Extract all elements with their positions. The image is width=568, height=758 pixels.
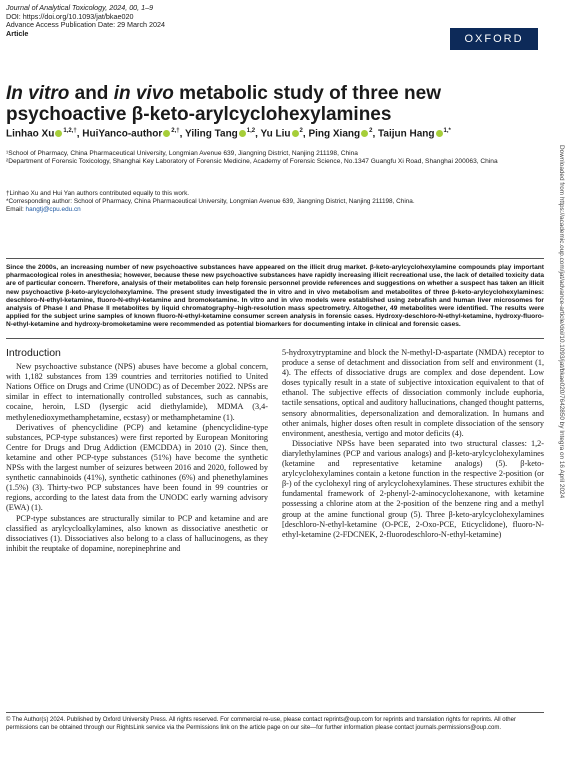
paragraph: PCP-type substances are structurally similar to PCP and ketamine and are classified as arylcycloalkylamines, also known as dissociative anesthetic or dissociatives (1). Dissociatives also belong to a class of hallucinogens, as they inhibit the reuptake of dopamine, norepinephrine and: [6, 513, 268, 553]
author-name[interactable]: Linhao Xu: [6, 128, 55, 140]
paragraph: 5-hydroxytryptamine and block the N-methyl-D-aspartate (NMDA) receptor to produce a sense of detachment and dissociation from self and environment (1, 4). The effects of dissociative drugs are complex and dose dependent. Low doses typically result in a state of subjective intoxication equivalent to that of ethanol. The subjective effects of dissociation commonly include euphoria, tactile sensations, optical and auditory hallucinations, changed thought patterns, sensory abnormalities, depersonalization and demoralization. In humans and other animals, higher doses often result in complete dissociation of the sensory environment, anesthesia, vertigo and motor deficits (4).: [282, 348, 544, 438]
orcid-icon[interactable]: [55, 130, 62, 137]
title-part: metabolic study of three new: [173, 83, 441, 104]
corresponding-note: *Corresponding author: School of Pharmacy, China Pharmaceutical University, Longmian Avenue 639, Jiangning District, Nanjing 211198, China.: [6, 198, 415, 206]
column-left: [6, 348, 268, 554]
affiliations: [6, 150, 536, 167]
author-name[interactable]: Taijun Hang: [378, 128, 435, 140]
author-name[interactable]: Ping Xiang: [308, 128, 361, 140]
column-right: [282, 348, 544, 540]
author-list: Linhao Xu $^{1,2,\dagger}$, HuiYanco-author $^{2,\dagger}$, Yiling Tang $^{1,2}$, Yu Liu $^2$, Ping Xiang $^2$, Taijun Hang $^{1,*}$: [6, 128, 451, 140]
download-watermark: Downloaded from https://academic.oup.com/jat/advance-article/doi/10.1093/jat/bkae020/7642850 by Integra on 16 April 2024: [558, 145, 565, 499]
abstract-text: Since the 2000s, an increasing number of new psychoactive substances have appeared on the illicit drug market. β-keto-arylcyclohexylamine compounds play important pharmacological roles in anesthesia; however, because these new psychoactive substances have rapidly increasing illicit recreational use, the lack of detailed toxicity data are of particular concern. Therefore, analysis of their metabolites can help forensic personnel provide references and suggestions on whether a suspect has taken an illicit new psychoactive β-keto-arylcyclohexylamine. The present study investigated the in vitro and in vivo metabolism and metabolites of three β-keto-arylcyclohexylamines: deschloro-N-ethyl-ketamine, fluoro-N-ethyl-ketamine and bromoketamine. In vitro and in vivo models were established using zebrafish and human liver microsomes for analysis of Phase I and Phase II metabolites by liquid chromatography–high-resolution mass spectrometry. Altogether, 49 metabolites were identified. The results were applied for the subject urine samples of known fluoro-N-ethyl-ketamine consumer screen analysis in forensic cases. Hydroxy-deschloro-N-ethyl-ketamine, hydroxy-fluoro-N-ethyl-ketamine and hydroxy-bromoketamine were recommended as potential biomarkers for documenting intake in clinical and forensic cases.: [6, 264, 544, 329]
article-type: Article: [6, 28, 29, 38]
divider-footer: [6, 712, 544, 713]
orcid-icon[interactable]: [292, 130, 299, 137]
paragraph: New psychoactive substance (NPS) abuses have become a global concern, with 1,182 substances from 139 countries and territories notified to United Nations Office on Drugs and Crime (UNODC) as of December 2022. NPSs are similar in effect to internationally controlled substances, such as cannabis, cocaine, heroin, LSD (lysergic acid diethylamide), MDMA (3,4-methylenedioxymethamphetamine, ecstasy) or methamphetamine (1).: [6, 362, 268, 422]
author-affiliation-marker: 1,2,†: [63, 128, 77, 134]
author-name[interactable]: HuiYanco-author: [82, 128, 163, 140]
advance-access-date: Advance Access Publication Date: 29 March 2024: [6, 20, 166, 30]
author-name[interactable]: Yiling Tang: [185, 128, 238, 140]
equal-contribution-note: †Linhao Xu and Hui Yan authors contributed equally to this work.: [6, 190, 190, 197]
author-notes: [6, 190, 536, 215]
author-affiliation-marker: 2: [299, 128, 303, 134]
email-label: Email:: [6, 206, 26, 214]
author-affiliation-marker: 2: [369, 128, 373, 134]
orcid-icon[interactable]: [239, 130, 246, 137]
divider-bottom: [6, 338, 544, 339]
copyright-footer: © The Author(s) 2024. Published by Oxford University Press. All rights reserved. For commercial re-use, please contact reprints@oup.com for reprints and translation rights for reprints. All other permissions can be obtained through our RightsLink service via the Permissions link on the article page on our site—for further information please contact journals.permissions@oup.com.: [6, 717, 516, 731]
title-part: in vivo: [113, 83, 174, 104]
paragraph: Dissociative NPSs have been separated into two structural classes: 1,2-diarylethylamines (PCP and various analogs) and β-keto-arylcyclohexylamines (ketamine and representative ketamine analogs) (5). β-keto-arylcyclohexylamines contain a ketone function in the respective 2-position (or β-) of the cyclohexyl ring of arylcyclohexylamines. These structures exhibit the fundamental framework of 2-phenyl-2-aminocyclohexanone, with ketamine possessing a chlorine atom at the 2-position of the benzene ring and a methyl group at the amine functional group (5). Three β-keto-arylcyclohexylamines [deschloro-N-ethyl-ketamine (O-PCE, 2-Oxo-PCE, Eticyclidone), fluoro-N-ethyl-ketamine (2-FDCNEK, 2-fluorodeschloro-N-ethyl-ketamine): [282, 438, 544, 539]
doi-line[interactable]: DOI: https://doi.org/10.1093/jat/bkae020: [6, 11, 134, 21]
affiliation-1: ¹School of Pharmacy, China Pharmaceutical University, Longmian Avenue 639, Jiangning District, Nanjing 211198, China: [6, 150, 358, 157]
author-affiliation-marker: 2,†: [171, 128, 180, 134]
publisher-logo[interactable]: OXFORD: [450, 28, 538, 50]
orcid-icon[interactable]: [163, 130, 170, 137]
affiliation-2: ²Department of Forensic Toxicology, Shanghai Key Laboratory of Forensic Medicine, Academy of Forensic Science, No.1347 Guangfu Xi Road, Shanghai 200063, China: [6, 158, 498, 166]
divider-top: [6, 258, 544, 259]
author-name[interactable]: Yu Liu: [260, 128, 291, 140]
journal-citation: Journal of Analytical Toxicology, 2024, 00, 1–9: [6, 3, 154, 12]
title-part: and: [69, 83, 114, 104]
email-line: [6, 206, 536, 214]
abstract: [6, 264, 544, 330]
author-affiliation-marker: 1,2: [246, 128, 256, 134]
orcid-icon[interactable]: [361, 130, 368, 137]
author-affiliation-marker: 1,*: [443, 128, 451, 134]
paragraph: Derivatives of phencyclidine (PCP) and ketamine (phencyclidine-type substances, PCP-type substances) were first reported by European Monitoring Centre for Drugs and Drug Addiction (EMCDDA) in 2010 (2). Since then, ketamine and other PCP-type substances (51%) have become the synthetic NPSs with the largest number of seizures between 2016 and 2020, followed by synthetic cannabinoids (41%), synthetic cathinones (6%) and phenethylamines (1.5%) (3). Thirty-two PCP substances have been found in 99 countries or regions, according to the latest data from the UNODC early warning advisory (EWA) (1).: [6, 422, 268, 513]
email-link[interactable]: hangtj@cpu.edu.cn: [25, 206, 81, 214]
section-heading: Introduction: [6, 347, 61, 359]
orcid-icon[interactable]: [436, 130, 443, 137]
article-meta: [6, 4, 165, 38]
article-title: [6, 83, 546, 125]
title-part: In vitro: [6, 83, 70, 104]
title-line-2: psychoactive β-keto-arylcyclohexylamines: [6, 104, 392, 125]
